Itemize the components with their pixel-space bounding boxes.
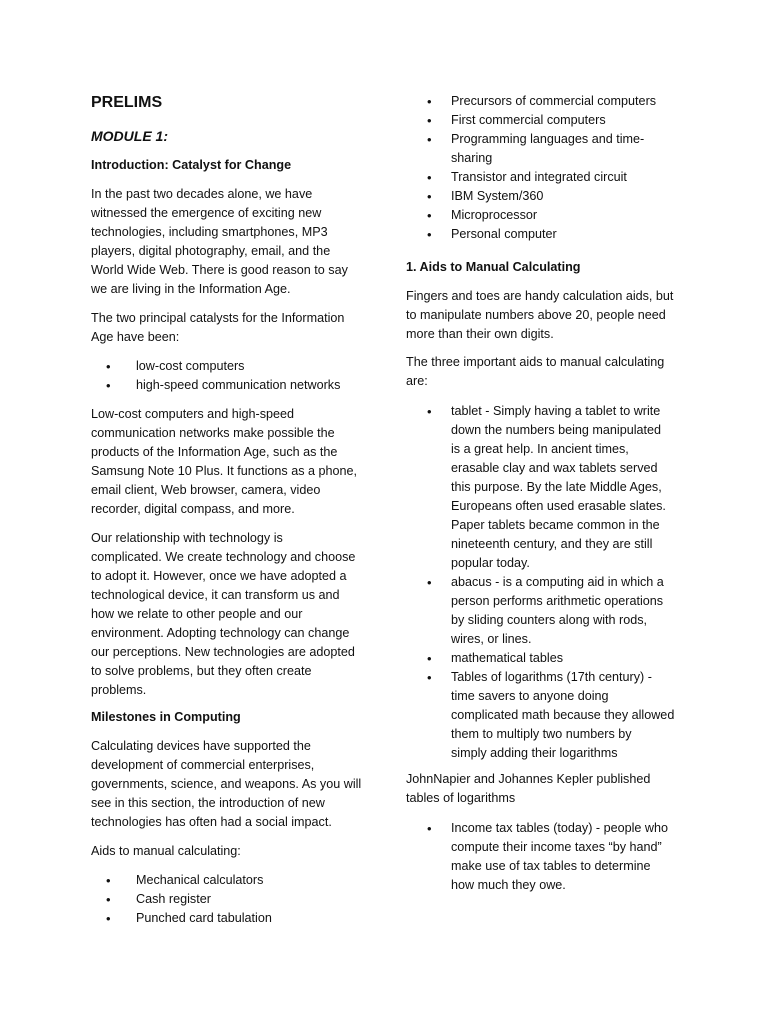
text-line: Fingers and toes are handy calculation aids, but [406,289,674,303]
list-item-text: how much they owe. [451,878,566,892]
list-item-text: person performs arithmetic operations [451,594,664,608]
list-item-text: wires, or lines. [451,632,532,646]
text-line: technologies has often had a social impact. [91,815,332,829]
text-line: how we relate to other people and our [91,607,303,621]
list-item [413,206,688,225]
list-item-text: simply adding their logarithms [451,746,618,760]
list-item-text: down the numbers being manipulated [451,423,662,437]
list-item [91,376,371,395]
list-item [413,168,688,187]
text-line: Our relationship with technology is [91,531,283,545]
text-line: more than their own digits. [406,327,554,341]
list-item [413,130,688,168]
list-item [413,92,688,111]
module-heading: MODULE 1: [91,128,168,144]
text-line: we are living in the Information Age. [91,282,291,296]
list-item [413,225,688,244]
list-item-text: them to multiply two numbers by [451,727,632,741]
list-item [91,909,371,928]
bullet-icon: • [427,670,432,685]
text-line: problems. [91,683,147,697]
bullet-icon: • [106,873,111,888]
text-line: tables of logarithms [406,791,516,805]
text-line: complicated. We create technology and choose [91,550,356,564]
text-line: see in this section, the introduction of new [91,796,325,810]
list-item-text: tablet - Simply having a tablet to write [451,404,661,418]
list-item [91,871,371,890]
list-item [413,668,688,763]
three-aids-paragraph [406,353,688,391]
bullet-icon: • [427,113,432,128]
list-item-text: IBM System/360 [451,189,544,203]
text-line: environment. Adopting technology can change [91,626,350,640]
bullet-icon: • [427,170,432,185]
bullet-icon: • [106,359,111,374]
list-item-text: Microprocessor [451,208,538,222]
text-line: Samsung Note 10 Plus. It functions as a phone, [91,464,358,478]
list-item-text: erasable clay and wax tablets served [451,461,658,475]
bullet-icon: • [106,892,111,907]
list-item-text: mathematical tables [451,651,563,665]
list-item-text: by sliding counters along with rods, [451,613,648,627]
text-line: Low-cost computers and high-speed [91,407,295,421]
text-line: Calculating devices have supported the [91,739,311,753]
list-item [413,819,688,895]
list-item-text: time savers to anyone doing [451,689,609,703]
list-item-text: complicated math because they allowed [451,708,675,722]
text-line: development of commercial enterprises, [91,758,315,772]
text-line: governments, science, and weapons. As you will [91,777,362,791]
aids-intro: Aids to manual calculating: [91,844,241,858]
text-line: our perceptions. New technologies are adopted [91,645,355,659]
list-item-text: sharing [451,151,493,165]
fingers-paragraph [406,287,688,344]
list-item [91,357,371,376]
list-item-text: abacus - is a computing aid in which a [451,575,664,589]
bullet-icon: • [427,227,432,242]
list-item-text: Mechanical calculators [136,873,264,887]
list-item [413,111,688,130]
list-item-text: Tables of logarithms (17th century) - [451,670,652,684]
page-title: PRELIMS [91,94,163,111]
catalysts-list [91,357,371,395]
text-line: witnessed the emergence of exciting new [91,206,322,220]
bullet-icon: • [427,189,432,204]
text-line: products of the Information Age, such as the [91,445,338,459]
bullet-icon: • [427,208,432,223]
list-item-text: popular today. [451,556,530,570]
text-line: to manipulate numbers above 20, people need [406,308,666,322]
list-item-text: Cash register [136,892,211,906]
list-item-text: low-cost computers [136,359,245,373]
text-line: players, digital photography, email, and the [91,244,331,258]
text-line: communication networks make possible the [91,426,335,440]
list-item-text: Personal computer [451,227,557,241]
list-item [91,890,371,909]
intro-paragraph [91,185,371,299]
list-item-text: Precursors of commercial computers [451,94,657,108]
list-item-text: make use of tax tables to determine [451,859,651,873]
catalysts-paragraph [91,309,371,347]
list-item [413,573,688,649]
intro-heading: Introduction: Catalyst for Change [91,158,292,172]
text-line: to adopt it. However, once we have adopted a [91,569,347,583]
bullet-icon: • [106,378,111,393]
text-line: email client, Web browser, camera, video [91,483,321,497]
text-line: JohnNapier and Johannes Kepler published [406,772,651,786]
relationship-paragraph [91,529,371,700]
text-line: are: [406,374,428,388]
napier-paragraph [406,770,688,808]
tax-tables-list [413,819,688,895]
devices-paragraph [91,737,371,832]
list-item [413,649,688,668]
list-item-text: Paper tablets became common in the [451,518,660,532]
text-line: The two principal catalysts for the Information [91,311,345,325]
list-item-text: Europeans often used erasable slates. [451,499,666,513]
bullet-icon: • [427,132,432,147]
milestones-list [413,92,688,244]
list-item-text: high-speed communication networks [136,378,341,392]
text-line: recorder, digital compass, and more. [91,502,295,516]
list-item [413,187,688,206]
aids-list [91,871,371,928]
bullet-icon: • [427,575,432,590]
list-item-text: is a great help. In ancient times, [451,442,629,456]
text-line: World Wide Web. There is good reason to say [91,263,348,277]
list-item-text: Programming languages and time- [451,132,645,146]
list-item-text: Transistor and integrated circuit [451,170,627,184]
products-paragraph [91,405,371,519]
list-item-text: First commercial computers [451,113,606,127]
bullet-icon: • [427,821,432,836]
text-line: The three important aids to manual calculating [406,355,665,369]
bullet-icon: • [427,651,432,666]
list-item-text: Punched card tabulation [136,911,272,925]
list-item [413,402,688,573]
text-line: Age have been: [91,330,180,344]
manual-aids-list [413,402,688,763]
milestones-heading: Milestones in Computing [91,710,241,724]
list-item-text: Income tax tables (today) - people who [451,821,669,835]
list-item-text: this purpose. By the late Middle Ages, [451,480,662,494]
bullet-icon: • [106,911,111,926]
bullet-icon: • [427,94,432,109]
text-line: In the past two decades alone, we have [91,187,313,201]
text-line: technologies, including smartphones, MP3 [91,225,328,239]
text-line: technological device, it can transform us and [91,588,340,602]
bullet-icon: • [427,404,432,419]
list-item-text: nineteenth century, and they are still [451,537,653,551]
manual-calc-heading: 1. Aids to Manual Calculating [406,260,581,274]
text-line: to solve problems, but they often create [91,664,312,678]
list-item-text: compute their income taxes “by hand” [451,840,662,854]
